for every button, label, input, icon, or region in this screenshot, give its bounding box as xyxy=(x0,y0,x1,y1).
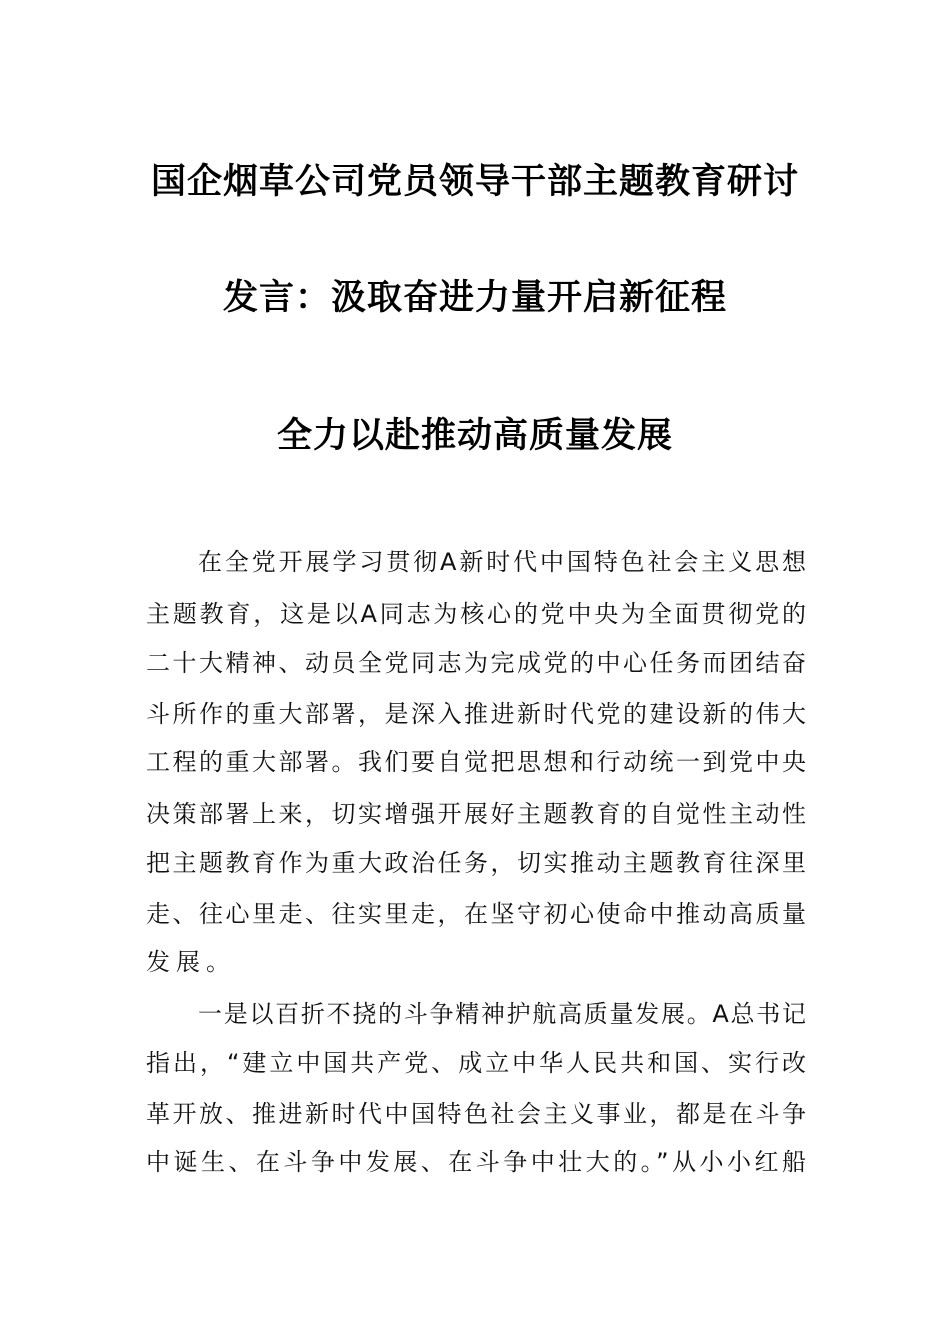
paragraph-2-line-1: 一是以百折不挠的斗争精神护航高质量发展。A总书记 xyxy=(198,1000,806,1028)
paragraph-1-line-4: 斗所作的重大部署，是深入推进新时代党的建设新的伟大 xyxy=(146,700,806,728)
document-title-line-1: 国企烟草公司党员领导干部主题教育研讨 xyxy=(150,161,799,202)
paragraph-1-line-5: 工程的重大部署。我们要自觉把思想和行动统一到党中央 xyxy=(146,748,806,776)
paragraph-1-line-1: 在全党开展学习贯彻A新时代中国特色社会主义思想 xyxy=(198,548,806,576)
document-title-line-2: 发言：汲取奋进力量开启新征程 xyxy=(222,277,727,318)
document-title-line-3: 全力以赴推动高质量发展 xyxy=(276,415,673,456)
paragraph-1-line-7: 把主题教育作为重大政治任务，切实推动主题教育往深里 xyxy=(146,849,806,877)
paragraph-1-line-9: 发展。 xyxy=(146,948,236,976)
paragraph-2-line-3: 革开放、推进新时代中国特色社会主义事业，都是在斗争 xyxy=(146,1100,806,1128)
paragraph-2-line-4: 中诞生、在斗争中发展、在斗争中壮大的。”从小小红船 xyxy=(146,1148,806,1176)
paragraph-1-line-6: 决策部署上来，切实增强开展好主题教育的自觉性主动性 xyxy=(146,800,806,828)
paragraph-1-line-8: 走、往心里走、往实里走，在坚守初心使命中推动高质量 xyxy=(146,900,806,928)
paragraph-2-line-2: 指出，“建立中国共产党、成立中华人民共和国、实行改 xyxy=(146,1049,806,1077)
paragraph-1-line-2: 主题教育，这是以A同志为核心的党中央为全面贯彻党的 xyxy=(146,600,806,628)
paragraph-1-line-3: 二十大精神、动员全党同志为完成党的中心任务而团结奋 xyxy=(146,649,806,677)
